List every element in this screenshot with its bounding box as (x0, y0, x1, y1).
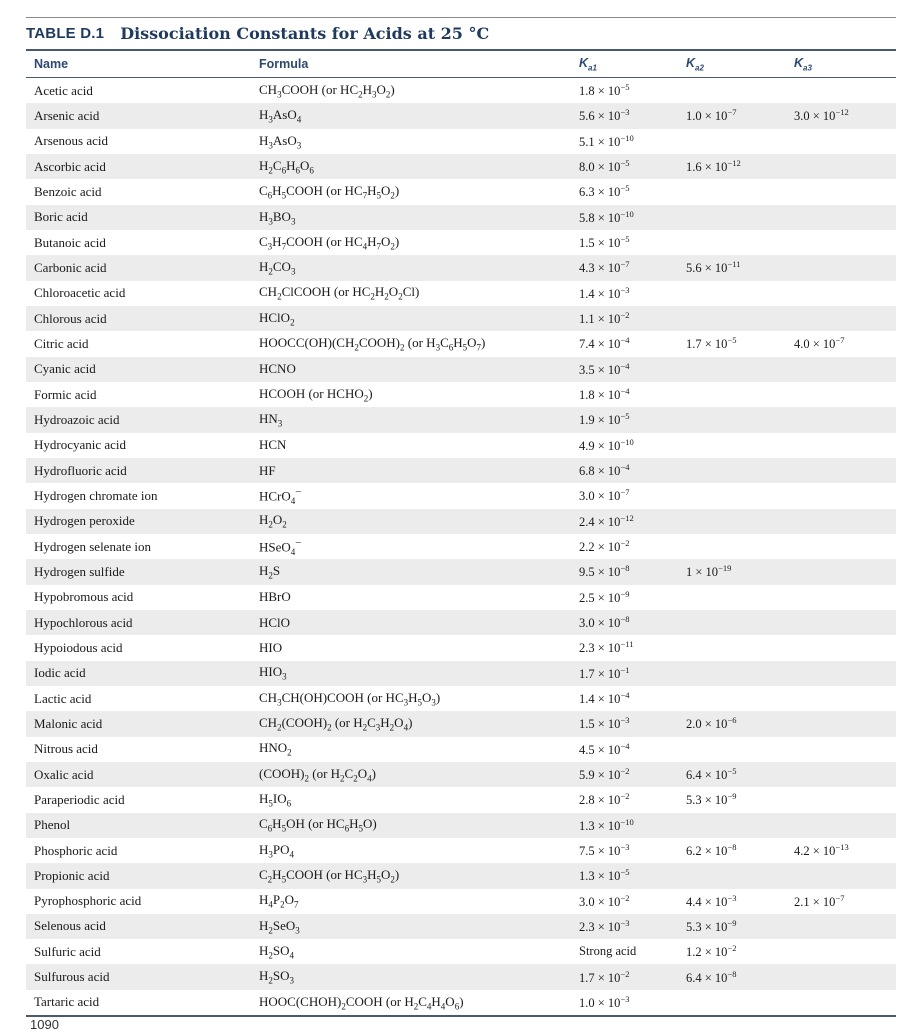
cell-formula: $HIO_3$ (259, 664, 287, 682)
header-ka3 (794, 56, 812, 73)
table-title: Dissociation Constants for Acids at 25 °C (120, 24, 490, 43)
cell-formula: $H_2SeO_3$ (259, 917, 300, 936)
table-row (26, 433, 896, 458)
table-row (26, 509, 896, 534)
cell-ka1: $1.0 \times 10^{-3}$ (579, 993, 630, 1011)
cell-name: Tartaric acid (34, 994, 100, 1010)
cell-ka1: $2.2 \times 10^{-2}$ (579, 537, 630, 555)
cell-ka1: $1.3 \times 10^{-10}$ (579, 816, 634, 833)
table-row (26, 205, 896, 230)
table-row (26, 661, 896, 686)
cell-ka2: $1.7 \times 10^{-5}$ (686, 335, 737, 352)
cell-ka1: $6.3 \times 10^{-5}$ (579, 183, 630, 200)
table-row (26, 585, 896, 610)
cell-name: Benzoic acid (34, 183, 102, 199)
cell-ka2: $1.6 \times 10^{-12}$ (686, 158, 741, 175)
table-row (26, 534, 896, 559)
cell-ka1: $5.6 \times 10^{-3}$ (579, 107, 630, 124)
table-row (26, 306, 896, 331)
cell-formula: $CH_2(COOH)_2$ (or $H_2C_3H_2O_4$) (259, 715, 413, 733)
cell-ka1: $1.3 \times 10^{-5}$ (579, 867, 630, 884)
header-ka1-sub: a1 (588, 63, 597, 73)
cell-formula: HCrO$_4$− (259, 485, 302, 506)
header-ka1 (579, 56, 597, 73)
cell-name: Hypobromous acid (34, 589, 134, 605)
cell-formula: $HNO_2$ (259, 740, 292, 758)
table-row (26, 635, 896, 660)
header-ka2-letter: K (686, 55, 696, 70)
cell-name: Sulfurous acid (34, 969, 110, 985)
table-row (26, 762, 896, 787)
cell-ka1: $3.5 \times 10^{-4}$ (579, 360, 630, 377)
cell-name: Sulfuric acid (34, 943, 101, 959)
cell-ka1: $7.4 \times 10^{-4}$ (579, 335, 630, 352)
cell-ka1: $2.3 \times 10^{-3}$ (579, 917, 630, 935)
cell-formula: $H_3PO_4$ (259, 841, 295, 860)
cell-formula: HBrO (259, 589, 291, 605)
cell-ka1: $4.9 \times 10^{-10}$ (579, 436, 634, 453)
cell-ka3: $4.0 \times 10^{-7}$ (794, 335, 845, 352)
cell-ka2: $1.0 \times 10^{-7}$ (686, 107, 737, 124)
cell-formula: $H_2CO_3$ (259, 259, 296, 277)
cell-formula: $H_2SO_3$ (259, 968, 295, 986)
cell-formula: $H_2C_6H_6O_6$ (259, 157, 314, 176)
cell-name: Lactic acid (34, 690, 92, 706)
cell-name: Acetic acid (34, 82, 93, 98)
cell-ka1: $5.1 \times 10^{-10}$ (579, 132, 634, 149)
cell-formula: HClO (259, 614, 291, 630)
cell-name: Paraperiodic acid (34, 791, 125, 807)
table-row (26, 103, 896, 128)
cell-ka1: $1.7 \times 10^{-2}$ (579, 968, 630, 985)
cell-ka1: $1.8 \times 10^{-5}$ (579, 82, 630, 99)
cell-name: Chlorous acid (34, 310, 107, 326)
cell-name: Citric acid (34, 335, 89, 351)
table-row (26, 787, 896, 812)
page-number: 1090 (30, 1017, 59, 1032)
table-row (26, 990, 896, 1015)
cell-formula: $C_3H_7COOH$ (or $HC_4H_7O_2$) (259, 233, 400, 252)
cell-name: Carbonic acid (34, 259, 107, 275)
table-row (26, 964, 896, 989)
cell-formula: HCOOH (or $HCHO_2$) (259, 385, 373, 404)
cell-ka1: $3.0 \times 10^{-7}$ (579, 487, 630, 504)
cell-name: Propionic acid (34, 867, 110, 883)
table-row (26, 281, 896, 306)
cell-ka1: $4.5 \times 10^{-4}$ (579, 740, 630, 757)
cell-ka1: $6.8 \times 10^{-4}$ (579, 462, 630, 479)
cell-formula: $C_6H_5COOH$ (or $HC_7H_5O_2$) (259, 183, 400, 201)
cell-name: Hypochlorous acid (34, 614, 133, 630)
table-row (26, 711, 896, 736)
cell-name: Cyanic acid (34, 361, 96, 377)
cell-ka2: $6.2 \times 10^{-8}$ (686, 841, 737, 859)
table-row (26, 813, 896, 838)
cell-formula: $H_2SO_4$ (259, 943, 295, 961)
cell-formula: HCNO (259, 361, 296, 377)
table-row (26, 230, 896, 255)
cell-formula: $CH_2ClCOOH$ (or $HC_2H_2O_2Cl$) (259, 284, 420, 303)
cell-ka2: $6.4 \times 10^{-8}$ (686, 968, 737, 985)
table-row (26, 255, 896, 280)
table-row (26, 154, 896, 179)
cell-formula: $H_2O_2$ (259, 512, 287, 531)
cell-name: Pyrophosphoric acid (34, 893, 142, 909)
table-row (26, 382, 896, 407)
cell-name: Ascorbic acid (34, 158, 106, 174)
table-row (26, 78, 896, 103)
cell-ka1: $8.0 \times 10^{-5}$ (579, 158, 630, 175)
cell-name: Hydroazoic acid (34, 411, 120, 427)
cell-formula: $H_3AsO_4$ (259, 107, 302, 125)
cell-ka1: $2.4 \times 10^{-12}$ (579, 512, 634, 529)
cell-name: Phenol (34, 817, 71, 833)
table-row (26, 458, 896, 483)
cell-ka3: $3.0 \times 10^{-12}$ (794, 107, 849, 124)
table-row (26, 129, 896, 154)
cell-formula: $C_6H_5OH$ (or $HC_6H_5O$) (259, 816, 377, 834)
cell-name: Oxalic acid (34, 766, 94, 782)
cell-name: Arsenous acid (34, 133, 109, 149)
cell-ka3: $4.2 \times 10^{-13}$ (794, 841, 849, 859)
cell-formula: HCN (259, 437, 287, 453)
header-ka2 (686, 56, 704, 73)
cell-formula: HF (259, 462, 276, 478)
cell-ka2: $5.3 \times 10^{-9}$ (686, 917, 737, 935)
cell-ka1: $3.0 \times 10^{-2}$ (579, 892, 630, 909)
cell-ka2: $2.0 \times 10^{-6}$ (686, 715, 737, 732)
cell-formula: $HN_3$ (259, 411, 283, 429)
cell-ka3: $2.1 \times 10^{-7}$ (794, 892, 845, 909)
cell-formula: $HOOC(CHOH)_2COOH$ (or $H_2C_4H_4O_6$) (259, 993, 464, 1012)
header-ka2-sub: a2 (695, 63, 704, 73)
cell-ka1: $1.5 \times 10^{-3}$ (579, 715, 630, 732)
cell-ka2: $5.3 \times 10^{-9}$ (686, 791, 737, 808)
table-row (26, 914, 896, 939)
table-row (26, 483, 896, 508)
cell-name: Formic acid (34, 386, 97, 402)
cell-formula: $C_2H_5COOH$ (or $HC_3H_5O_2$) (259, 867, 400, 885)
table-row (26, 889, 896, 914)
cell-name: Nitrous acid (34, 741, 98, 757)
cell-name: Selenous acid (34, 918, 106, 934)
acid-table-page (26, 17, 896, 1017)
cell-ka1: $1.4 \times 10^{-3}$ (579, 284, 630, 301)
cell-ka2: $1.2 \times 10^{-2}$ (686, 943, 737, 960)
cell-formula: $CH_3CH(OH)COOH$ (or $HC_3H_5O_3$) (259, 689, 441, 708)
table-row (26, 737, 896, 762)
table-row (26, 610, 896, 635)
cell-ka1: $9.5 \times 10^{-8}$ (579, 563, 630, 580)
header-ka3-letter: K (794, 55, 804, 70)
cell-name: Hydrogen peroxide (34, 513, 135, 529)
cell-name: Boric acid (34, 209, 88, 225)
cell-name: Hydrocyanic acid (34, 437, 127, 453)
cell-name: Iodic acid (34, 665, 86, 681)
cell-ka1: $1.1 \times 10^{-2}$ (579, 310, 630, 327)
cell-name: Hydrogen chromate ion (34, 487, 158, 503)
cell-ka1: $1.9 \times 10^{-5}$ (579, 411, 630, 428)
cell-formula: $HOOCC(OH)(CH_2COOH)_2$ (or $H_3C_6H_5O_7$) (259, 335, 486, 353)
cell-ka1: $5.9 \times 10^{-2}$ (579, 765, 630, 783)
cell-formula: HClO$_2$ (259, 309, 295, 328)
cell-ka1: $3.0 \times 10^{-8}$ (579, 613, 630, 631)
cell-name: Hydrofluoric acid (34, 462, 127, 478)
cell-name: Hypoiodous acid (34, 639, 123, 655)
cell-ka1: $4.3 \times 10^{-7}$ (579, 259, 630, 276)
cell-ka1: $5.8 \times 10^{-10}$ (579, 208, 634, 225)
cell-ka1: $1.5 \times 10^{-5}$ (579, 234, 630, 251)
bottom-rule (26, 1015, 896, 1017)
header-name: Name (34, 57, 69, 71)
cell-ka1: $1.8 \times 10^{-4}$ (579, 386, 630, 403)
table-row (26, 838, 896, 863)
table-row (26, 686, 896, 711)
cell-formula: $(COOH)_2$ (or $H_2C_2O_4$) (259, 765, 376, 784)
cell-formula: $H_2S$ (259, 563, 281, 581)
cell-formula: HIO (259, 639, 283, 655)
cell-name: Phosphoric acid (34, 842, 118, 858)
header-ka3-sub: a3 (803, 63, 812, 73)
table-title-line (26, 18, 896, 49)
cell-ka1: $1.7 \times 10^{-1}$ (579, 664, 630, 681)
header-formula: Formula (259, 57, 309, 71)
cell-formula: $CH_3COOH$ (or $HC_2H_3O_2$) (259, 81, 395, 100)
cell-ka1: $2.5 \times 10^{-9}$ (579, 588, 630, 605)
table-row (26, 863, 896, 888)
table-label: TABLE D.1 (26, 25, 105, 42)
cell-name: Malonic acid (34, 715, 103, 731)
header-ka1-letter: K (579, 55, 589, 70)
table-row (26, 939, 896, 964)
cell-ka1: $7.5 \times 10^{-3}$ (579, 841, 630, 859)
cell-name: Hydrogen sulfide (34, 563, 125, 579)
table-row (26, 559, 896, 584)
table-header (26, 51, 896, 77)
cell-formula: $H_3AsO_3$ (259, 132, 302, 151)
cell-name: Butanoic acid (34, 234, 106, 250)
cell-name: Chloroacetic acid (34, 285, 126, 301)
cell-ka2: $6.4 \times 10^{-5}$ (686, 765, 737, 783)
cell-ka1: Strong acid (579, 944, 637, 959)
cell-ka1: $1.4 \times 10^{-4}$ (579, 689, 630, 707)
table-row (26, 331, 896, 356)
cell-formula: $H_4P_2O_7$ (259, 892, 299, 910)
cell-name: Arsenic acid (34, 107, 100, 123)
cell-ka1: $2.3 \times 10^{-11}$ (579, 639, 634, 656)
table-row (26, 357, 896, 382)
cell-formula: HSeO$_4$− (259, 536, 302, 557)
cell-ka1: $2.8 \times 10^{-2}$ (579, 791, 630, 808)
cell-ka2: $5.6 \times 10^{-11}$ (686, 259, 741, 276)
cell-name: Hydrogen selenate ion (34, 538, 151, 554)
table-row (26, 179, 896, 204)
cell-formula: $H_3BO_3$ (259, 208, 296, 227)
cell-formula: $H_5IO_6$ (259, 791, 292, 809)
cell-ka2: $4.4 \times 10^{-3}$ (686, 892, 737, 909)
cell-ka2: $1 \times 10^{-19}$ (686, 563, 732, 580)
table-body (26, 78, 896, 1015)
table-row (26, 407, 896, 432)
